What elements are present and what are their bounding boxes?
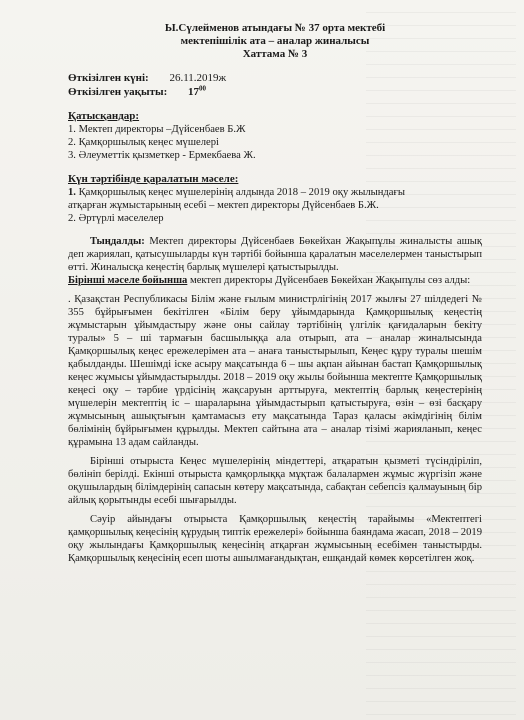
time-minutes: 00 <box>199 84 207 93</box>
participant-item: 3. Әлеуметтік қызметкер - Ермекбаева Ж. <box>68 150 256 161</box>
listened-paragraph <box>68 235 482 274</box>
participant-item: 1. Мектеп директоры –Дүйсенбаев Б.Ж <box>68 124 246 135</box>
time-value <box>188 86 206 98</box>
school-title: Ы.Сүлейменов атындағы № 37 орта мектебі <box>164 22 386 34</box>
first-issue-text: мектеп директоры Дүйсенбаев Бөкейхан Жақыпұлы сөз алды: <box>187 275 471 286</box>
spacer <box>68 61 482 71</box>
date-label: Өткізілген күні: <box>68 72 149 84</box>
listened-text: Мектеп директоры Дүйсенбаев Бөкейхан Жақыпұлы жиналысты ашық деп жариялап, қатысушыларды күн тәртібі бойынша қаралатын мәселелермен таныстырып өтті. Жиналысқа кеңестің барлық мүшелері қатыстырылды. <box>68 236 482 273</box>
first-issue-label: Бірінші мәселе бойынша <box>68 275 188 286</box>
agenda-heading: Күн тәртібінде қаралатын мәселе: <box>68 173 239 185</box>
speech-paragraph-3: Сәуір айындағы отырыста Қамқоршылық кеңестің тарайымы «Мектептегі қамқоршылық кеңесінің құрудың типтік ережелері» бойынша баяндама жасап, 2018 – 2019 оқу жылындағы Қамқоршылық кеңесінің атқарған жұмысының есебімен таныстырды. Қамқоршылық кеңесінің есеп шоты ашылмағандықтан, ешқандай көмек көрсетілген жоқ. <box>68 514 482 564</box>
first-issue-paragraph <box>68 274 482 287</box>
date-value: 26.11.2019ж <box>169 72 227 84</box>
speech-paragraph-1: . Қазақстан Республикасы Білім және ғылым министрлігінің 2017 жылғы 27 шілдедегі № 355 бұйрығымен бекітілген «Білім беру ұйымдарында Қамқоршылық кеңестің жұмыстарын ұйымдастыру және оны сайлау тәртібінің үлгілік қағидаларын бекіту туралы» 5 – ші тармағын басшылыққа ала отырып, ата – аналар жиналысында Қамқоршылық кеңес ережелерімен ата – анаға таныстырылып, Кеңес құру туралы шешім қабылданды. Шешімді іске асыру мақсатында 6 – шы ақпан айынан бастап Қамқоршылық кеңес жұмысы ұйымдастырылды. 2018 – 2019 оқу жылы бойынша мектепте Қамқоршылық кеңесі оқу – тәрбие үрдісінің жақсаруын арттыруға, мектептің барлық кеңестерінің мүшелерін мектептің іс – шараларына ұйымдастырып қатыстыруға, өзін – өзі басқару жұмысының ашықтығын қамтамасыз ету мақсатында Тараз қаласы әкімдігінің білім бөлімінің бұйрығымен құрылды. Мектеп сайтына ата – аналар тізімі жарияланып, кеңес құрамына 13 адам сайланды. <box>68 294 482 448</box>
participant-item: 2. Қамқоршылық кеңес мүшелері <box>68 137 219 148</box>
agenda-item-1-line1: Қамқоршылық кеңес мүшелерінің алдында 2018 – 2019 оқу жылындағы <box>75 187 405 198</box>
time-row <box>68 85 482 99</box>
protocol-number: Хаттама № 3 <box>242 48 308 60</box>
participants-heading: Қатысқандар: <box>68 110 140 122</box>
spacer <box>68 162 482 172</box>
agenda-item-1-line2: атқарған жұмыстарының есебі – мектеп директоры Дүйсенбаев Б.Ж. <box>68 200 379 211</box>
agenda-item-1 <box>68 186 482 212</box>
listened-label: Тыңдалды: <box>90 236 145 247</box>
agenda-item-2: 2. Әртүрлі мәселелер <box>68 213 164 224</box>
time-label: Өткізілген уақыты: <box>68 86 168 98</box>
spacer <box>68 225 482 235</box>
time-hours: 17 <box>188 86 200 98</box>
speech-paragraph-2: Бірінші отырыста Кеңес мүшелерінің міндеттері, атқаратын қызметі түсіндіріліп, бөлініп берілді. Екінші отырыста қамқорлыққа мұқтаж балалармен жұмыс жүргізіп және оқушылардың білімдерінің сапасын көтеру мақсатында, сабақтан себепсіз қалмауының бір айлық қорытынды есебі шығарылды. <box>68 456 482 506</box>
meeting-title: мектепішілік ата – аналар жиналысы <box>180 35 370 47</box>
agenda-item-1-number: 1. <box>68 187 76 198</box>
spacer <box>68 99 482 109</box>
date-row <box>68 71 482 85</box>
protocol-content <box>68 22 482 565</box>
